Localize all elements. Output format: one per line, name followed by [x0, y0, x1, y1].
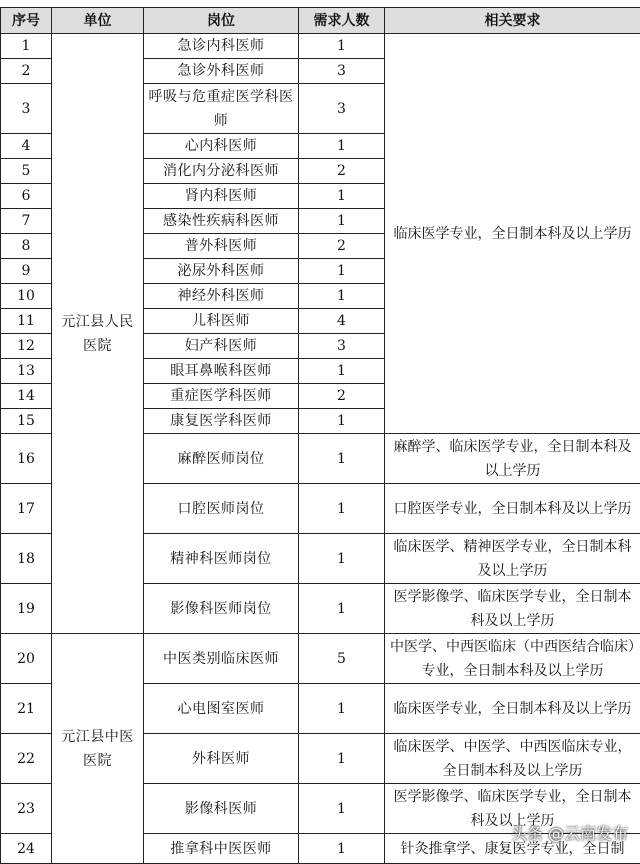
position-cell: 重症医学科医师 — [144, 384, 299, 409]
seq-cell: 14 — [1, 384, 52, 409]
count-cell: 2 — [299, 159, 385, 184]
header-seq: 序号 — [1, 8, 52, 34]
count-cell: 1 — [299, 409, 385, 434]
seq-cell: 12 — [1, 334, 52, 359]
requirement-cell: 临床医学专业，全日制本科及以上学历 — [385, 684, 640, 734]
position-cell: 影像科医师 — [144, 784, 299, 834]
position-cell: 心内科医师 — [144, 134, 299, 159]
watermark: 头条 @云南发布 — [511, 821, 628, 844]
seq-cell: 24 — [1, 834, 52, 864]
header-unit: 单位 — [52, 8, 144, 34]
count-cell: 1 — [299, 34, 385, 59]
count-cell: 5 — [299, 634, 385, 684]
seq-cell: 21 — [1, 684, 52, 734]
requirement-cell: 麻醉学、临床医学专业，全日制本科及以上学历 — [385, 434, 640, 484]
seq-cell: 3 — [1, 84, 52, 134]
requirement-cell-shared: 临床医学专业，全日制本科及以上学历 — [385, 34, 640, 434]
position-cell: 康复医学科医师 — [144, 409, 299, 434]
requirement-cell: 医学影像学、临床医学专业，全日制本科及以上学历 — [385, 784, 640, 834]
header-position: 岗位 — [144, 8, 299, 34]
position-cell: 急诊外科医师 — [144, 59, 299, 84]
count-cell: 2 — [299, 384, 385, 409]
seq-cell: 1 — [1, 34, 52, 59]
count-cell: 1 — [299, 359, 385, 384]
count-cell: 3 — [299, 84, 385, 134]
count-cell: 1 — [299, 784, 385, 834]
count-cell: 3 — [299, 59, 385, 84]
position-cell: 影像科医师岗位 — [144, 584, 299, 634]
count-cell: 1 — [299, 284, 385, 309]
count-cell: 1 — [299, 184, 385, 209]
header-requirement: 相关要求 — [385, 8, 640, 34]
recruitment-table — [0, 7, 640, 864]
seq-cell: 11 — [1, 309, 52, 334]
position-cell: 急诊内科医师 — [144, 34, 299, 59]
requirement-cell: 针灸推拿学、康复医学专业，全日制 — [385, 834, 640, 864]
position-cell: 外科医师 — [144, 734, 299, 784]
count-cell: 1 — [299, 834, 385, 864]
seq-cell: 22 — [1, 734, 52, 784]
position-cell: 中医类别临床医师 — [144, 634, 299, 684]
unit-cell-hospital1: 元江县人民医院 — [52, 34, 144, 634]
count-cell: 1 — [299, 134, 385, 159]
count-cell: 1 — [299, 684, 385, 734]
seq-cell: 5 — [1, 159, 52, 184]
seq-cell: 23 — [1, 784, 52, 834]
count-cell: 1 — [299, 434, 385, 484]
position-cell: 神经外科医师 — [144, 284, 299, 309]
position-cell: 心电图室医师 — [144, 684, 299, 734]
count-cell: 4 — [299, 309, 385, 334]
position-cell: 麻醉医师岗位 — [144, 434, 299, 484]
seq-cell: 10 — [1, 284, 52, 309]
count-cell: 1 — [299, 534, 385, 584]
position-cell: 消化内分泌科医师 — [144, 159, 299, 184]
position-cell: 呼吸与危重症医学科医师 — [144, 84, 299, 134]
position-cell: 口腔医师岗位 — [144, 484, 299, 534]
position-cell: 精神科医师岗位 — [144, 534, 299, 584]
count-cell: 1 — [299, 734, 385, 784]
position-cell: 泌尿外科医师 — [144, 259, 299, 284]
seq-cell: 20 — [1, 634, 52, 684]
seq-cell: 6 — [1, 184, 52, 209]
position-cell: 眼耳鼻喉科医师 — [144, 359, 299, 384]
seq-cell: 15 — [1, 409, 52, 434]
requirement-cell: 临床医学、中医学、中西医临床专业，全日制本科及以上学历 — [385, 734, 640, 784]
table-row — [1, 34, 640, 59]
seq-cell: 7 — [1, 209, 52, 234]
position-cell: 儿科医师 — [144, 309, 299, 334]
header-count: 需求人数 — [299, 8, 385, 34]
position-cell: 普外科医师 — [144, 234, 299, 259]
requirement-cell: 中医学、中西医临床（中西医结合临床）专业，全日制本科及以上学历 — [385, 634, 640, 684]
count-cell: 3 — [299, 334, 385, 359]
requirement-cell: 临床医学、精神医学专业，全日制本科及以上学历 — [385, 534, 640, 584]
count-cell: 1 — [299, 484, 385, 534]
requirement-cell: 医学影像学、临床医学专业，全日制本科及以上学历 — [385, 584, 640, 634]
seq-cell: 4 — [1, 134, 52, 159]
seq-cell: 17 — [1, 484, 52, 534]
count-cell: 1 — [299, 584, 385, 634]
position-cell: 肾内科医师 — [144, 184, 299, 209]
position-cell: 感染性疾病科医师 — [144, 209, 299, 234]
position-cell: 妇产科医师 — [144, 334, 299, 359]
seq-cell: 18 — [1, 534, 52, 584]
seq-cell: 13 — [1, 359, 52, 384]
position-cell: 推拿科中医医师 — [144, 834, 299, 864]
count-cell: 1 — [299, 209, 385, 234]
count-cell: 1 — [299, 259, 385, 284]
requirement-cell: 口腔医学专业，全日制本科及以上学历 — [385, 484, 640, 534]
seq-cell: 19 — [1, 584, 52, 634]
table-row — [1, 634, 640, 684]
seq-cell: 16 — [1, 434, 52, 484]
seq-cell: 2 — [1, 59, 52, 84]
header-row — [1, 8, 640, 34]
seq-cell: 9 — [1, 259, 52, 284]
count-cell: 2 — [299, 234, 385, 259]
seq-cell: 8 — [1, 234, 52, 259]
unit-cell-hospital2: 元江县中医医院 — [52, 634, 144, 864]
